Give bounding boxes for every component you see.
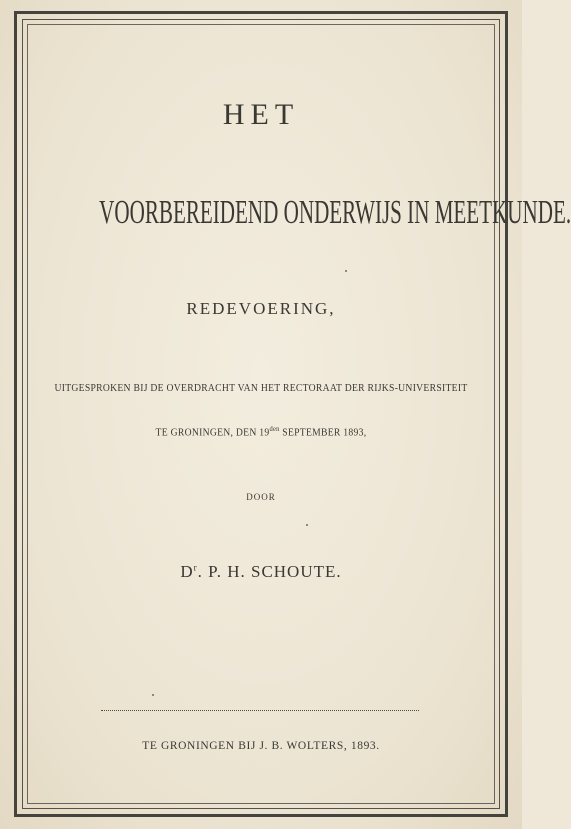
imprint: TE GRONINGEN BIJ J. B. WOLTERS, 1893.	[142, 740, 380, 752]
author-post: . P. H. SCHOUTE.	[197, 562, 342, 581]
author-sup: r	[193, 562, 198, 573]
title-het: HET	[222, 98, 300, 131]
paper-speck	[152, 694, 154, 696]
author-pre: D	[180, 562, 194, 581]
dotted-rule	[101, 710, 419, 711]
occasion-line-2	[21, 425, 501, 439]
occasion-line-2-pre: TE GRONINGEN, DEN 19	[155, 427, 270, 439]
door-label: DOOR	[246, 492, 276, 502]
author	[0, 562, 522, 582]
occasion-line-2-post: SEPTEMBER 1893,	[279, 427, 367, 439]
main-title: VOORBEREIDEND ONDERWIJS IN MEETKUNDE.	[99, 194, 571, 231]
occasion-line-1: UITGESPROKEN BIJ DE OVERDRACHT VAN HET RECTORAAT DER RIJKS-UNIVERSITEIT	[54, 383, 468, 394]
occasion-line-2-sup: den	[269, 425, 280, 433]
subtitle: REDEVOERING,	[186, 299, 336, 318]
paper-speck	[306, 524, 308, 526]
paper-speck	[345, 270, 347, 272]
innermost-border	[27, 24, 571, 804]
